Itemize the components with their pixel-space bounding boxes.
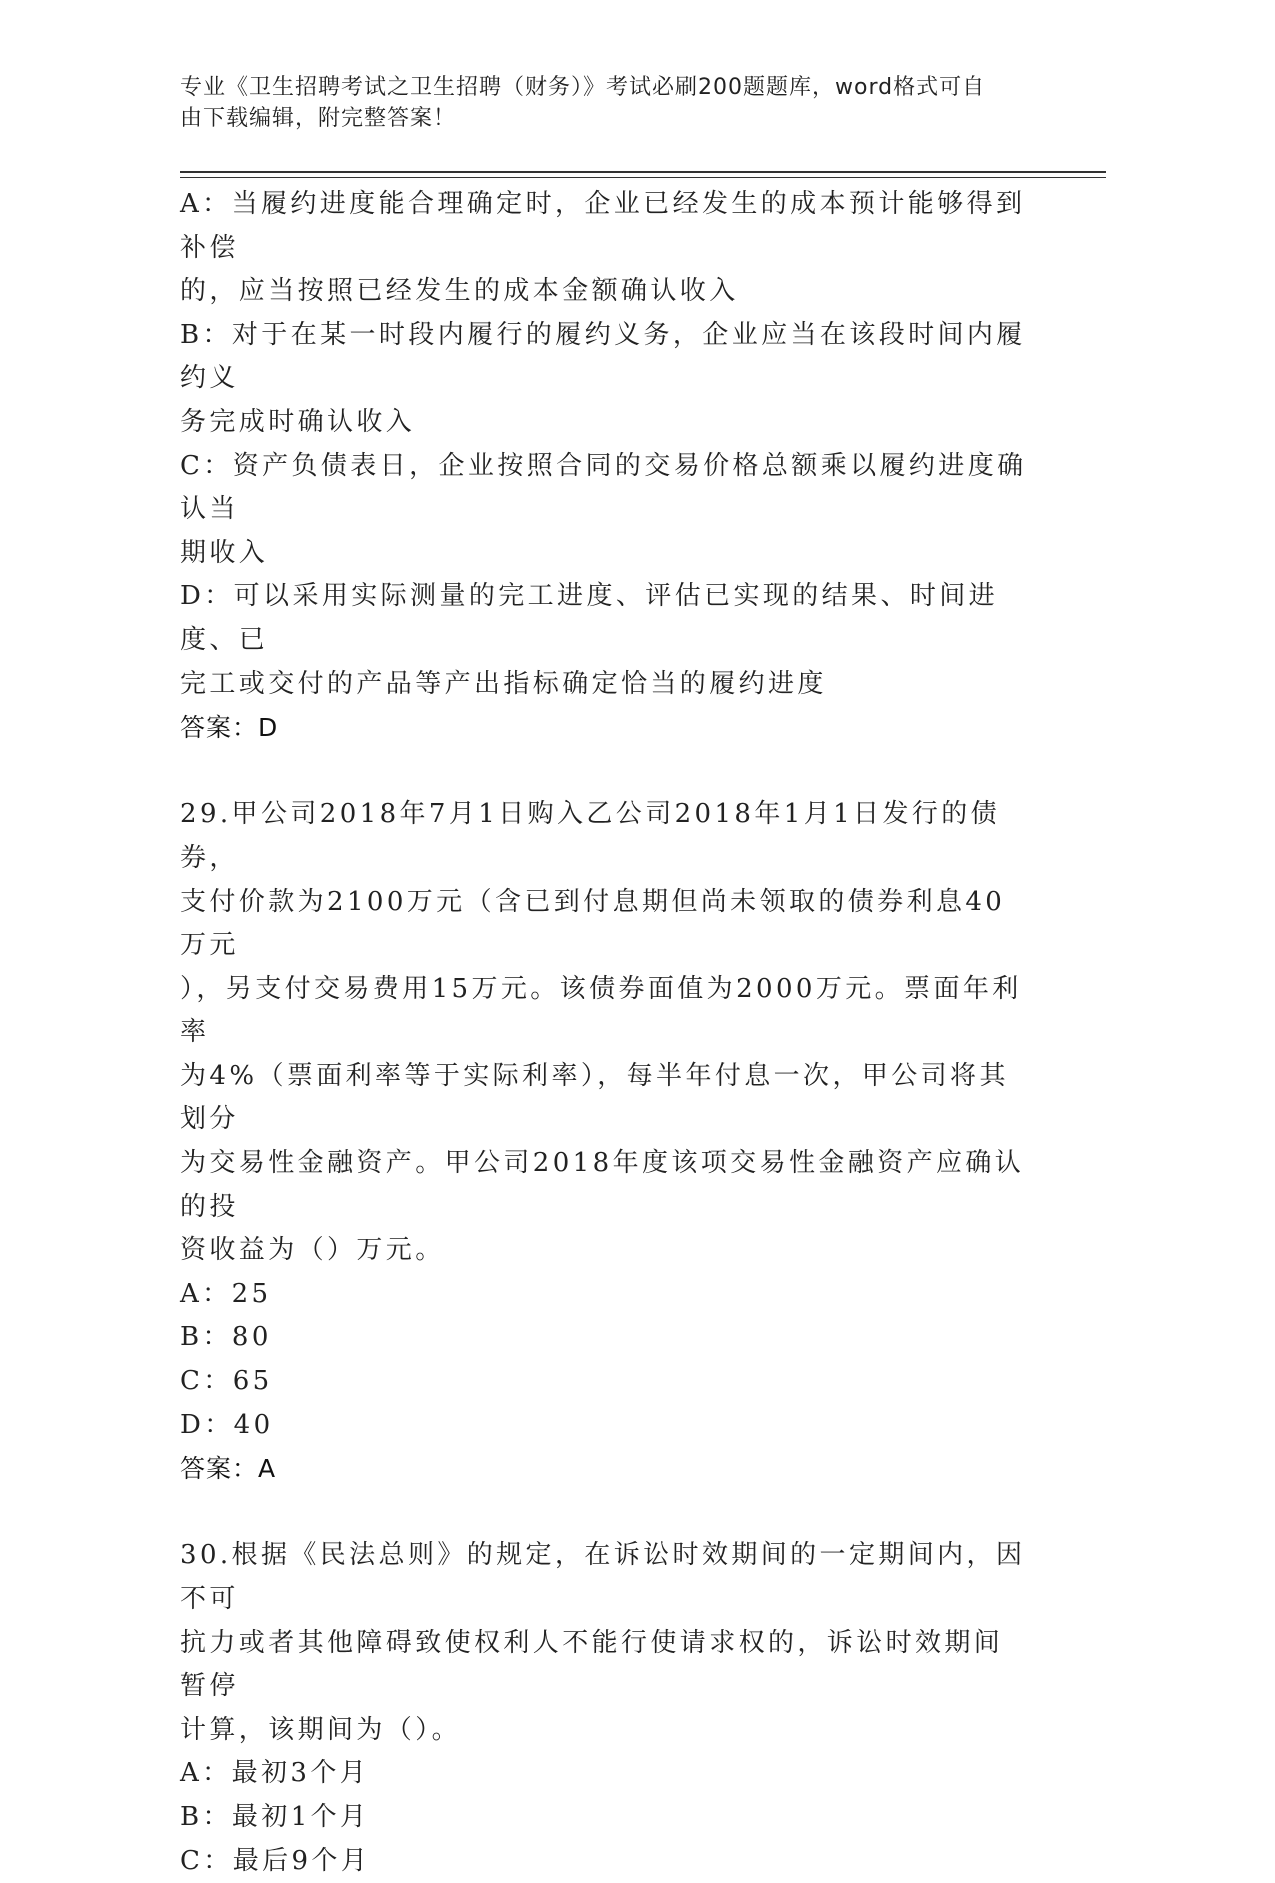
- question-stem-line-6: 资收益为（）万元。: [180, 1235, 445, 1266]
- option-b-line-2: 务完成时确认收入: [180, 406, 416, 437]
- option-b: B：最初1个月: [180, 1801, 370, 1832]
- option-b-line-1: B：对于在某一时段内履行的履约义务，企业应当在该段时间内履约义: [180, 319, 1026, 394]
- option-a: A：25: [180, 1278, 272, 1309]
- option-c-line-1: C：资产负债表日，企业按照合同的交易价格总额乘以履约进度确认当: [180, 450, 1027, 525]
- option-c-line-2: 期收入: [180, 537, 269, 568]
- option-a: A：最初3个月: [180, 1758, 370, 1789]
- header-divider-thin: [180, 177, 1106, 178]
- option-a-line-1: A：当履约进度能合理确定时，企业已经发生的成本预计能够得到补偿: [180, 189, 1026, 263]
- header-divider-thick: [180, 171, 1106, 173]
- question-stem-line-4: 为4%（票面利率等于实际利率），每半年付息一次，甲公司将其划分: [180, 1060, 1009, 1135]
- option-c: C：65: [180, 1366, 273, 1397]
- question-stem-line-3: ），另支付交易费用15万元。该债券面值为2000万元。票面年利率: [180, 973, 1022, 1048]
- question-stem-line-2: 抗力或者其他障碍致使权利人不能行使请求权的，诉讼时效期间暂停: [180, 1627, 1004, 1702]
- option-d-line-2: 完工或交付的产品等产出指标确定恰当的履约进度: [180, 668, 827, 699]
- answer-label: 答案：A: [180, 1454, 277, 1484]
- header-title-line-2: 由下载编辑，附完整答案！: [180, 106, 457, 131]
- option-b: B：80: [180, 1322, 272, 1353]
- question-stem-line-5: 为交易性金融资产。甲公司2018年度该项交易性金融资产应确认的投: [180, 1148, 1025, 1222]
- question-30: [180, 1534, 1030, 1883]
- document-body: [180, 183, 1030, 1883]
- question-stem-line-1: 30.根据《民法总则》的规定，在诉讼时效期间的一定期间内，因不可: [180, 1540, 1026, 1614]
- header-title-line-1: 专业《卫生招聘考试之卫生招聘（财务）》考试必刷200题题库，word格式可自: [180, 75, 986, 100]
- spacer: [180, 1491, 1030, 1535]
- previous-question: [180, 183, 1030, 750]
- question-stem-line-2: 支付价款为2100万元（含已到付息期但尚未领取的债券利息40万元: [180, 886, 1006, 961]
- option-d: D：40: [180, 1409, 274, 1440]
- document-header: [180, 72, 1040, 134]
- answer-label: 答案：D: [180, 713, 279, 743]
- question-stem-line-1: 29.甲公司2018年7月1日购入乙公司2018年1月1日发行的债券，: [180, 799, 1001, 873]
- question-29: [180, 793, 1030, 1491]
- spacer: [180, 750, 1030, 794]
- option-d-line-1: D：可以采用实际测量的完工进度、评估已实现的结果、时间进度、已: [180, 581, 999, 655]
- option-c: C：最后9个月: [180, 1845, 371, 1876]
- option-a-line-2: 的，应当按照已经发生的成本金额确认收入: [180, 276, 739, 307]
- question-stem-line-3: 计算，该期间为（）。: [180, 1714, 462, 1745]
